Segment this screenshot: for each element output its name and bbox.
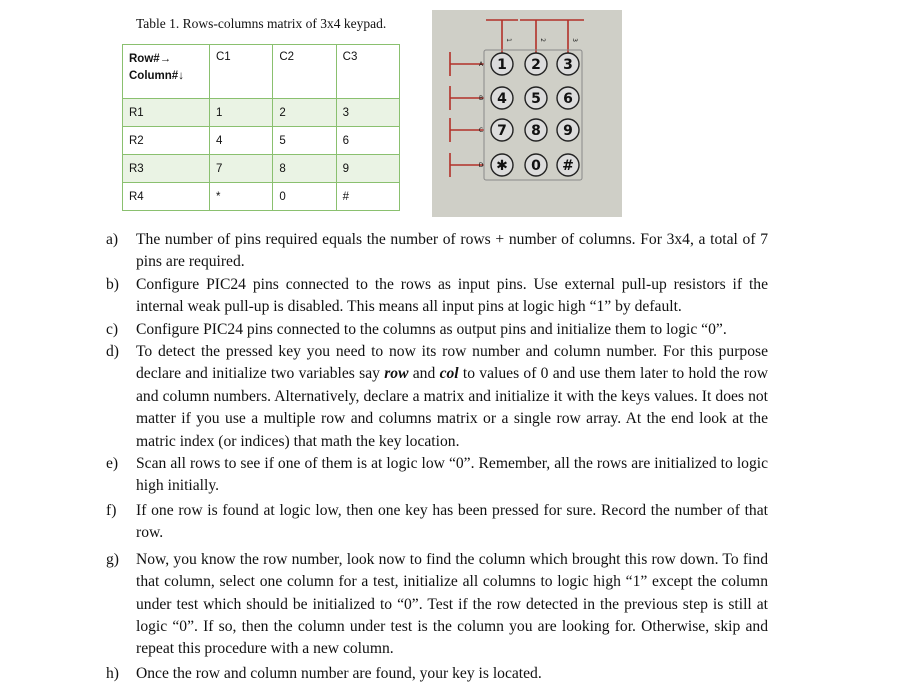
pin-label-1: 1	[505, 38, 512, 42]
key-label: 0	[531, 158, 541, 174]
item-text: and	[408, 365, 440, 383]
item-text: Configure PIC24 pins connected to the rows as input pins. Use external pull-up resistors if the internal weak pull-up is disabled. This means all input pins at logic high “1” by default.	[136, 275, 768, 316]
row-variable: row	[384, 365, 409, 383]
table-cell: 0	[273, 183, 336, 211]
key-label: 5	[531, 91, 541, 107]
item-text: Configure PIC24 pins connected to the columns as output pins and initialize them to logic “0”.	[136, 320, 727, 338]
key-label: 2	[531, 57, 541, 73]
key-label: 6	[563, 91, 573, 107]
item-marker: f)	[106, 501, 117, 519]
item-marker: e)	[106, 455, 119, 473]
item-marker: a)	[106, 231, 119, 248]
table-cell: 5	[273, 127, 336, 155]
item-text: To detect the pressed key you need to now its row number and column number. For this purpose declare and initialize two variables say	[136, 343, 768, 383]
column-header-c1: C1	[210, 45, 273, 99]
col-variable: col	[439, 365, 459, 383]
item-marker: c)	[106, 320, 119, 338]
list-item	[106, 319, 768, 341]
column-header-c2: C2	[273, 45, 336, 99]
corner-header-cell	[123, 45, 210, 99]
rows-columns-table	[122, 44, 400, 211]
list-item	[106, 229, 768, 274]
key-label: 4	[497, 91, 507, 107]
list-item	[106, 549, 768, 661]
pin-label-3: 3	[571, 38, 578, 42]
row-label: R1	[123, 99, 210, 127]
table-cell: 6	[336, 127, 399, 155]
key-label-star: ✱	[496, 158, 508, 174]
corner-column-label: Column#↓	[129, 70, 184, 82]
table-row	[123, 99, 400, 127]
table-header-row	[123, 45, 400, 99]
table-row	[123, 183, 400, 211]
corner-row-label: Row#→	[129, 53, 172, 65]
item-text: Scan all rows to see if one of them is at logic low “0”. Remember, all the rows are initialized to logic high initially.	[136, 455, 768, 495]
item-text: The number of pins required equals the number of rows + number of columns. For 3x4, a total of 7 pins are required.	[136, 231, 768, 271]
table-cell: 4	[210, 127, 273, 155]
row-pin-label-d: D	[478, 162, 484, 169]
key-label: 8	[531, 123, 541, 139]
table-cell: #	[336, 183, 399, 211]
item-marker: g)	[106, 550, 119, 568]
item-marker: d)	[106, 343, 119, 361]
table-row	[123, 127, 400, 155]
list-item	[106, 274, 768, 319]
table-cell: 1	[210, 99, 273, 127]
table-cell: *	[210, 183, 273, 211]
table-cell: 8	[273, 155, 336, 183]
procedure-list	[106, 229, 768, 685]
key-label: 1	[497, 57, 507, 73]
table-cell: 2	[273, 99, 336, 127]
row-pin-label-c: C	[478, 127, 484, 134]
row-pin-label-b: B	[478, 95, 484, 102]
item-text: If one row is found at logic low, then one key has been pressed for sure. Record the number of that row.	[136, 501, 768, 542]
table-row	[123, 155, 400, 183]
list-item	[106, 453, 768, 498]
keypad-diagram	[432, 10, 622, 217]
list-item	[106, 341, 768, 453]
row-label: R3	[123, 155, 210, 183]
key-label: 9	[563, 123, 573, 139]
column-header-c3: C3	[336, 45, 399, 99]
table-cell: 9	[336, 155, 399, 183]
row-label: R2	[123, 127, 210, 155]
keypad-background	[432, 10, 622, 217]
list-item	[106, 500, 768, 545]
item-text: Once the row and column number are found, your key is located.	[136, 664, 542, 682]
table-caption: Table 1. Rows-columns matrix of 3x4 keypad.	[136, 16, 387, 31]
key-label: 3	[563, 57, 573, 73]
row-pin-label-a: A	[478, 61, 484, 68]
item-marker: h)	[106, 664, 119, 682]
row-label: R4	[123, 183, 210, 211]
key-label: 7	[497, 123, 507, 139]
pin-label-2: 2	[539, 38, 546, 42]
list-item	[106, 663, 768, 685]
key-label-hash: #	[562, 158, 574, 174]
item-text: to values of 0 and use them later to hold the row and column numbers. Alternatively, declare a matrix and initialize it with the keys values. It does not matter if you use a multiple row and columns matrix or a single row array. At the end look at the matric index (or indices) that math the key location.	[136, 365, 769, 450]
item-marker: b)	[106, 275, 119, 293]
item-text: Now, you know the row number, look now to find the column which brought this row down. To find that column, select one column for a test, initialize all columns to logic high “1” except the column under test which should be initialized to “0”. Test if the row detected in the previous step is still at logic “0”. If so, then the column under test is the column you are looking for. Otherwise, skip and repeat this procedure with a new column.	[136, 550, 768, 658]
table-cell: 7	[210, 155, 273, 183]
table-cell: 3	[336, 99, 399, 127]
